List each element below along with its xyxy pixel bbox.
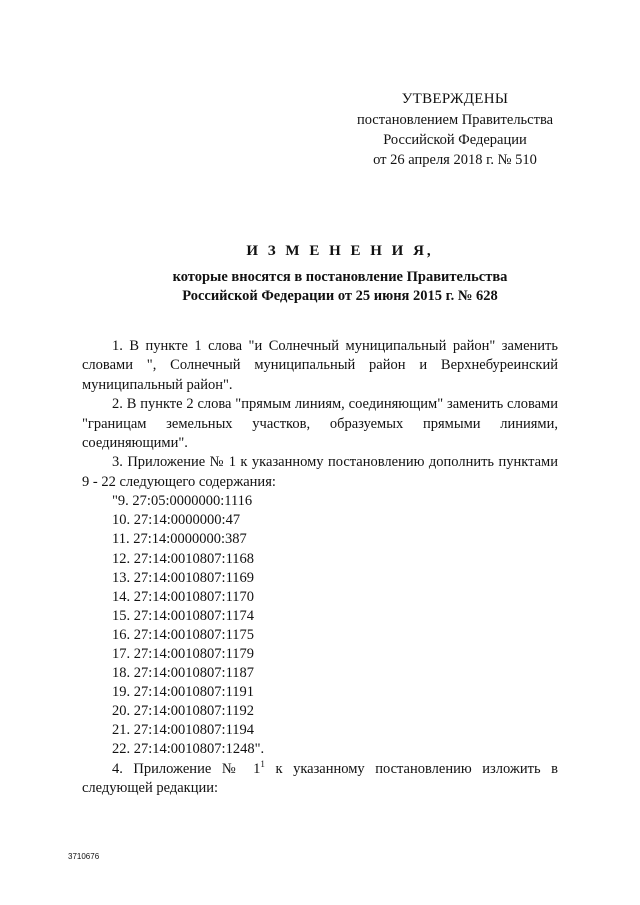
paragraph-1: 1. В пункте 1 слова "и Солнечный муниципальный район" заменить словами ", Солнечный муниципальный район и Верхнебуреинский муниципальный район". <box>82 338 558 393</box>
list-item: 17. 27:14:0010807:1179 <box>112 646 255 662</box>
document-body <box>82 337 558 798</box>
list-item: 14. 27:14:0010807:1170 <box>112 588 255 605</box>
heading-title: И З М Е Н Е Н И Я, <box>246 243 434 259</box>
list-item: 19. 27:14:0010807:1191 <box>112 684 255 701</box>
paragraph-2: 2. В пункте 2 слова "прямым линиям, соединяющим" заменить словами "границам земельных участков, образуемых прямыми линиями, соединяющими". <box>82 396 558 452</box>
paragraph-4-end: к указанному постановлению изложить в следующей редакции: <box>82 760 558 796</box>
paragraph-4 <box>82 760 558 799</box>
list-item: 18. 27:14:0010807:1187 <box>112 665 255 682</box>
list-item: "9. 27:05:0000000:1116 <box>112 493 253 510</box>
approval-line-1: постановлением Правительства <box>356 112 554 128</box>
list-item: 10. 27:14:0000000:47 <box>112 512 241 529</box>
list-item: 12. 27:14:0010807:1168 <box>112 550 255 567</box>
approval-stamp <box>340 88 570 170</box>
list-item: 20. 27:14:0010807:1192 <box>112 703 255 720</box>
list-item: 13. 27:14:0010807:1169 <box>112 569 255 586</box>
approval-line-3: от 26 апреля 2018 г. № 510 <box>373 152 537 168</box>
paragraph-4-start: 4. Приложение № 1 <box>112 760 261 777</box>
approval-title: УТВЕРЖДЕНЫ <box>401 91 509 107</box>
list-item: 11. 27:14:0000000:387 <box>112 531 247 548</box>
document-code: 3710676 <box>68 852 100 861</box>
list-item: 15. 27:14:0010807:1174 <box>112 607 255 624</box>
list-item: 22. 27:14:0010807:1248". <box>112 741 265 758</box>
cadastral-number-list <box>82 492 558 759</box>
document-heading <box>60 238 620 306</box>
approval-line-2: Российской Федерации <box>383 132 527 148</box>
paragraph-3: 3. Приложение № 1 к указанному постановлению дополнить пунктами 9 - 22 следующего содержания: <box>82 454 558 490</box>
heading-line-1: которые вносятся в постановление Правительства <box>172 269 508 285</box>
paragraph-4-superscript: 1 <box>260 758 265 769</box>
list-item: 21. 27:14:0010807:1194 <box>112 722 255 739</box>
heading-line-2: Российской Федерации от 25 июня 2015 г. № 628 <box>182 288 498 304</box>
list-item: 16. 27:14:0010807:1175 <box>112 626 255 643</box>
